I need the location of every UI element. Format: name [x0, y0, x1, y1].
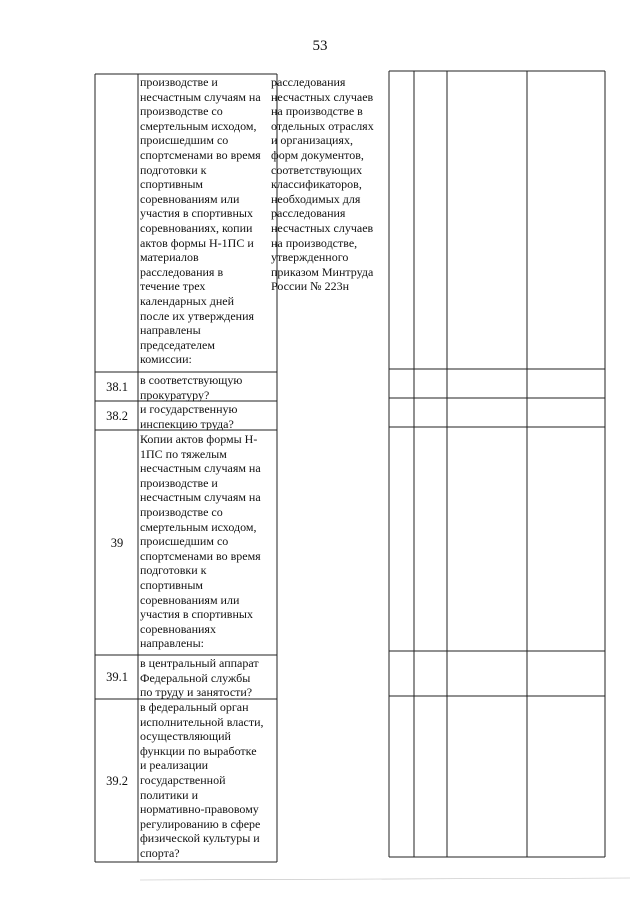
row-5-question: в федеральный орган исполнительной власти, осуществляющий функции по выработке и реализации государственной политики и нормативно-правовому регулированию в сфере физической культуры и спорта? [140, 700, 264, 860]
row-2-number: 38.2 [106, 409, 128, 423]
row-3-number: 39 [110, 536, 124, 550]
row-2-question: и государственную инспекцию труда? [140, 402, 238, 431]
page-number: 53 [312, 38, 328, 54]
row-3-question: Копии актов формы Н- 1ПС по тяжелым несчастным случаям на производстве и несчастным случаям на производстве со смертельным исходом, происшедшим со спортсменами во время подготовки к спортивным соревнованиям или участия в спортивных соревнованиях направлены: [140, 432, 261, 651]
row-4-number: 39.1 [106, 670, 128, 684]
row-4-question: в центральный аппарат Федеральной службы по труду и занятости? [140, 656, 259, 700]
row-5-number: 39.2 [106, 774, 128, 788]
row-1-number: 38.1 [106, 380, 128, 394]
row-0-basis: расследования несчастных случаев на производстве в отдельных отраслях и организациях, форм документов, соответствующих классификаторов, необходимых для расследования несчастных случаев на производстве, утвержденного приказом Минтруда России № 223н [271, 75, 374, 294]
row-0-question: производстве и несчастным случаям на производстве со смертельным исходом, происшедшим со спортсменами во время подготовки к спортивным соревнованиям или участия в спортивных соревнованиях, копии актов формы Н-1ПС и материалов расследования в течение трех календарных дней после их утверждения направлены председателем комиссии: [140, 75, 261, 367]
row-1-question: в соответствующую прокуратуру? [140, 373, 243, 402]
